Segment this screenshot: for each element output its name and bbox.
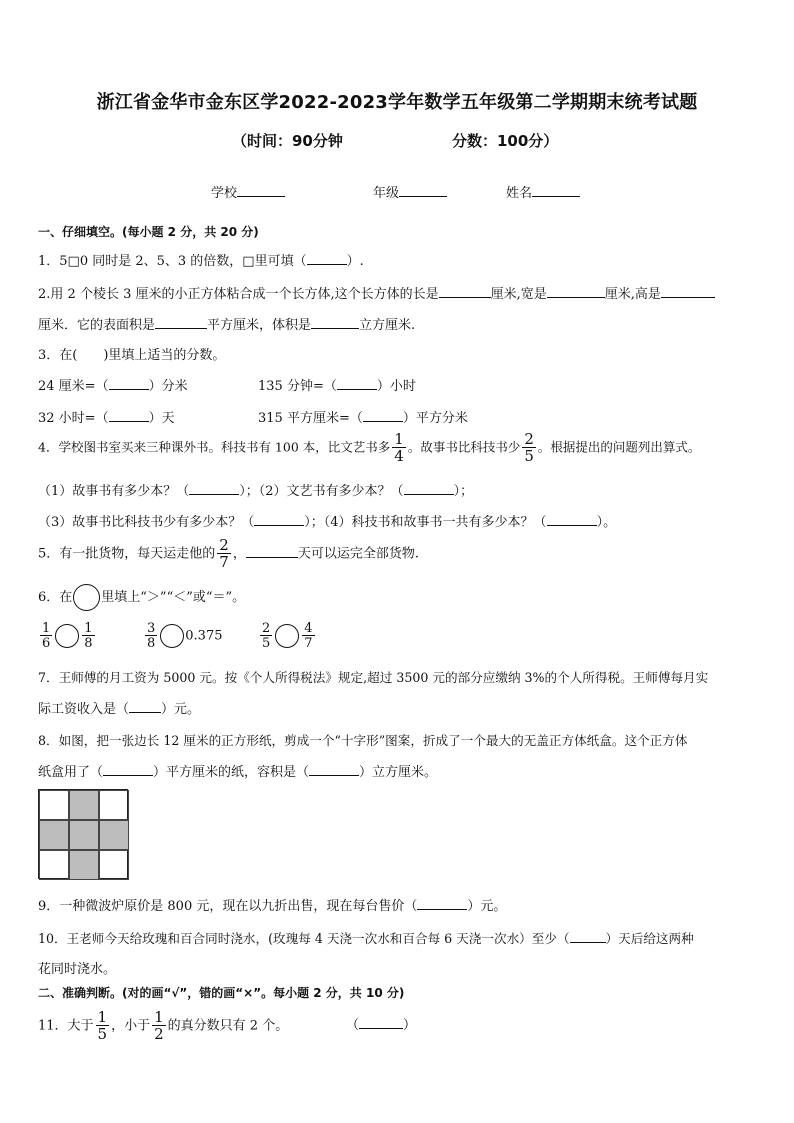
question-4: 4．学校图书室买来三种课外书。科技书有 100 本，比文艺书多 $\frac{1}{4}$ 。故事书比科技书少 $\frac{2}{5}$ 。根据提出的问题列出算式。 — [38, 430, 701, 465]
question-4-sub-1-2: （1）故事书有多少本？（ ）；（2）文艺书有多少本？（ ）； — [38, 480, 473, 499]
question-7-line2: 际工资收入是（ ）元。 — [38, 698, 200, 717]
question-6-pair-3: $\frac{2}{5}$ $\frac{4}{7}$ — [262, 621, 313, 651]
question-11: 11．大于 $\frac{1}{5}$ ，小于 $\frac{1}{2}$ 的真分数只有 2 个。 — [38, 1008, 289, 1043]
school-field: 学校 — [211, 182, 285, 201]
question-9: 9．一种微波炉原价是 800 元，现在以九折出售，现在每台售价（ ）元。 — [38, 895, 506, 914]
score-label: 分数：100分） — [452, 132, 559, 150]
time-label: （时间：90分钟 — [232, 132, 343, 150]
question-3-item-3: 32 小时=（ ）天 — [38, 407, 175, 426]
question-3-item-1: 24 厘米=（ ）分米 — [38, 375, 188, 394]
question-6: 6．在 里填上“＞”“＜”或“＝”。 — [38, 584, 245, 611]
question-1: 1．5□0 同时是 2、5、3 的倍数，□里可填（ ）. — [38, 250, 364, 269]
question-2-line2: 厘米．它的表面积是 平方厘米，体积是 立方厘米. — [38, 314, 415, 333]
question-3-item-2: 135 分钟=（ ）小时 — [258, 375, 416, 394]
question-6-pair-1: $\frac{1}{6}$ $\frac{1}{8}$ — [42, 621, 93, 651]
question-3: 3．在( )里填上适当的分数。 — [38, 348, 226, 363]
blank-circle — [73, 584, 100, 611]
question-10-line1: 10．王老师今天给玫瑰和百合同时浇水，(玫瑰每 4 天浇一次水和百合每 6 天浇一次水）至少（ ）天后给这两种 — [38, 931, 694, 946]
section-1-heading: 一、仔细填空。(每小题 2 分，共 20 分) — [38, 225, 259, 239]
exam-title: 浙江省金华市金东区学2022-2023学年数学五年级第二学期期末统考试题 — [96, 92, 698, 113]
question-6-pair-2: $\frac{3}{8}$ 0.375 — [147, 621, 223, 651]
cross-shape-figure — [38, 789, 128, 879]
section-2-heading: 二、准确判断。(对的画“√”，错的画“×”。每小题 2 分，共 10 分) — [38, 986, 405, 1000]
question-2-line1: 2.用 2 个棱长 3 厘米的小正方体粘合成一个长方体,这个长方体的长是 厘米,宽是 厘米,高是 — [38, 283, 715, 302]
question-8-line1: 8．如图，把一张边长 12 厘米的正方形纸，剪成一个“十字形”图案，折成了一个最大的无盖正方体纸盒。这个正方体 — [38, 733, 688, 748]
question-7-line1: 7．王师傅的月工资为 5000 元。按《个人所得税法》规定,超过 3500 元的部分应缴纳 3%的个人所得税。王师傅每月实 — [38, 670, 709, 685]
name-field: 姓名 — [506, 182, 580, 201]
question-11-answer: （ ） — [346, 1014, 416, 1033]
question-4-sub-3-4: （3）故事书比科技书少有多少本？（ ）；（4）科技书和故事书一共有多少本？（ ）。 — [38, 511, 616, 530]
question-10-line2: 花同时浇水。 — [38, 962, 117, 977]
grade-field: 年级 — [373, 182, 447, 201]
question-8-line2: 纸盒用了（ ）平方厘米的纸，容积是（ ）立方厘米。 — [38, 761, 437, 780]
question-5: 5．有一批货物，每天运走他的 $\frac{2}{7}$ ， 天可以运完全部货物. — [38, 536, 419, 571]
question-3-item-4: 315 平方厘米=（ ）平方分米 — [258, 407, 468, 426]
